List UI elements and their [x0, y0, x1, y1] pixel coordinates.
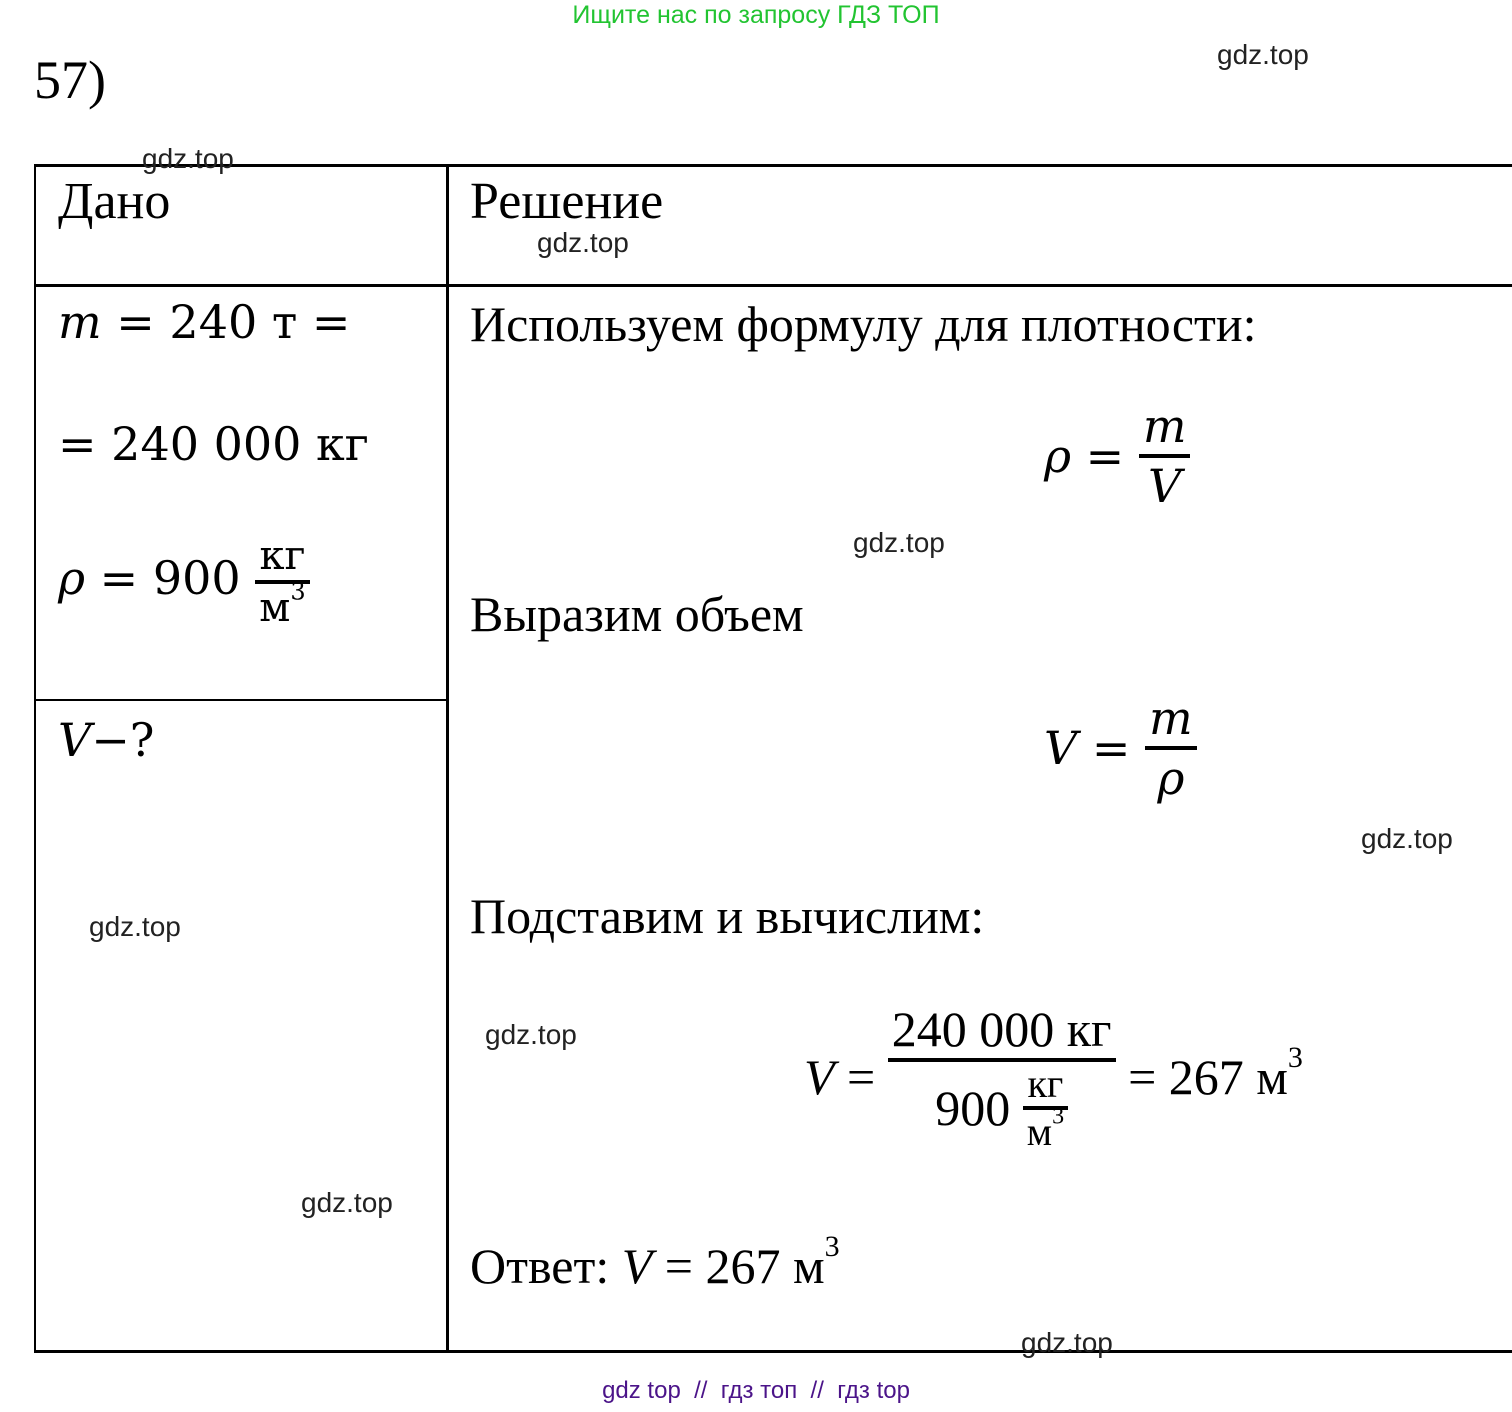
density-unit-fraction: $\frac{кг}{м^3}$ — [255, 532, 309, 632]
find-volume: V−? — [58, 713, 155, 767]
table-left-border — [34, 164, 36, 1353]
density-formula: ρ = $\frac{m}{V}$ — [1044, 398, 1190, 514]
watermark: gdz.top — [485, 1019, 577, 1050]
given-mass-line2: = 240 000 кг — [58, 417, 369, 471]
answer-line: Ответ: V = 267 $м^3$ — [470, 1230, 840, 1294]
given-find-divider — [34, 699, 448, 701]
given-density: ρ = 900 $\frac{кг}{м^3}$ — [58, 532, 310, 632]
watermark: gdz.top — [1021, 1327, 1113, 1358]
solution-step3: Подставим и вычислим: — [470, 888, 985, 944]
answer-label: Ответ: — [470, 1238, 610, 1294]
volume-formula: V = $\frac{m}{\rho}$ — [1044, 690, 1197, 806]
search-banner: Ищите нас по запросу ГДЗ ТОП — [572, 1, 940, 29]
solution-header: Решение — [470, 173, 664, 230]
solution-step1: Используем формулу для плотности: — [470, 296, 1257, 352]
watermark: gdz.top — [1217, 39, 1309, 70]
mass-tonnes: 240 т — [169, 295, 298, 349]
watermark: gdz.top — [89, 911, 181, 942]
mass-kg: 240 000 кг — [111, 417, 369, 471]
watermark: gdz.top — [301, 1187, 393, 1218]
answer-value: 267 $м^3$ — [705, 1230, 840, 1294]
calc-result: 267 $м^3$ — [1168, 1041, 1303, 1105]
solution-step2: Выразим объем — [470, 586, 804, 642]
watermark: gdz.top — [853, 527, 945, 558]
table-header-divider — [34, 284, 1512, 287]
mass-variable: m — [58, 295, 102, 349]
watermark: gdz.top — [1361, 823, 1453, 854]
density-value: 900 — [152, 551, 241, 605]
table-bottom-border — [34, 1350, 1512, 1353]
volume-calculation: V = 240 000 кг 900 $\frac{кг}{м^3}$ = 267 $м^3$ — [804, 1001, 1303, 1154]
table-top-border — [34, 164, 1512, 167]
given-mass-line1: m = 240 т = — [58, 295, 351, 349]
table-column-divider — [446, 164, 449, 1353]
problem-number: 57) — [34, 50, 106, 110]
watermark: gdz.top — [537, 227, 629, 258]
density-variable: ρ — [58, 551, 86, 605]
watermark: gdz.top — [142, 143, 234, 174]
given-header: Дано — [58, 173, 171, 230]
footer-watermark: gdz top // гдз топ // гдз top — [602, 1377, 910, 1404]
volume-variable: V — [58, 713, 92, 767]
